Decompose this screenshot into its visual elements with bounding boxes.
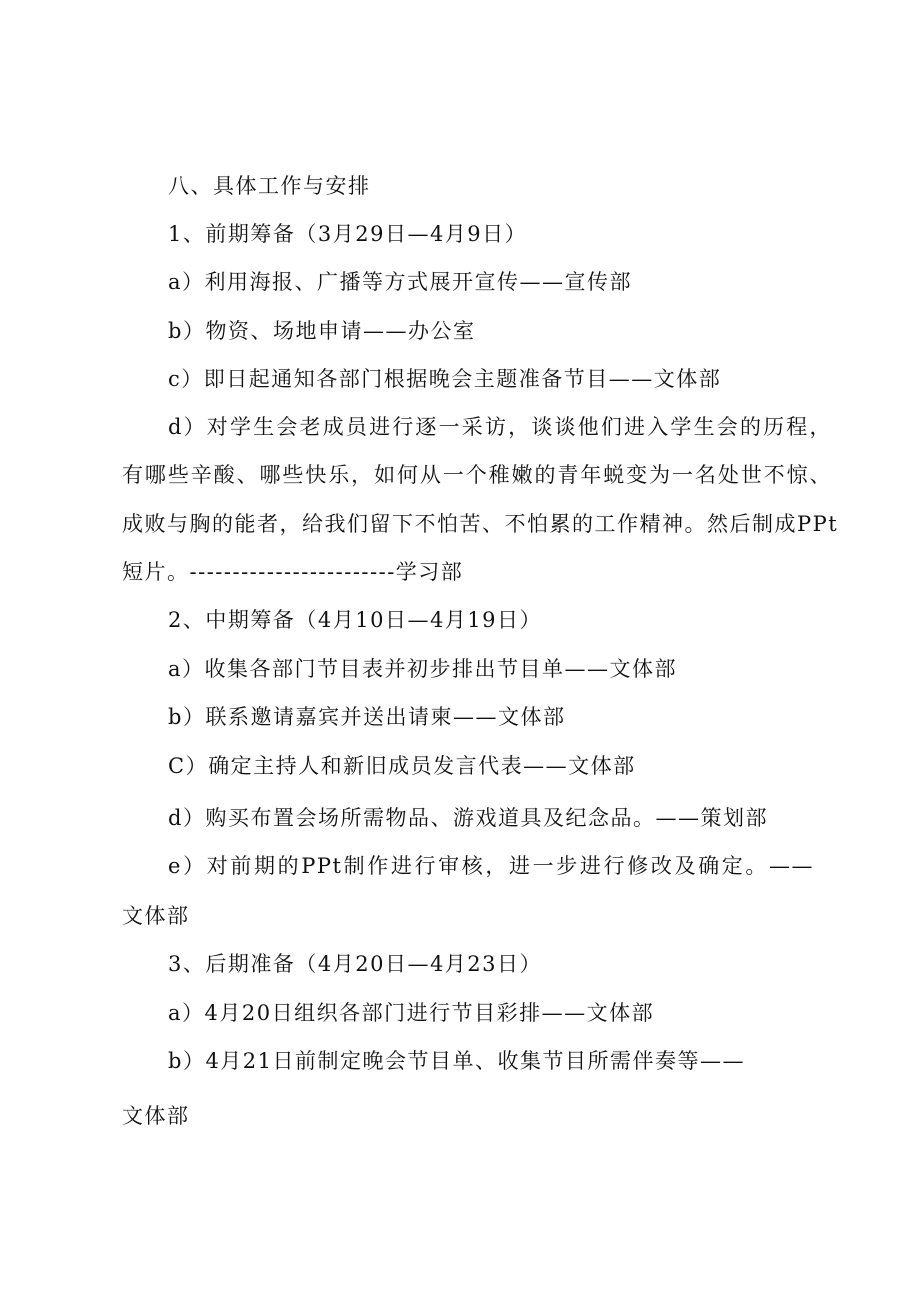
phase2-heading: 2、中期筹备（4月10日—4月19日）: [168, 608, 543, 632]
phase1-item-d-line3: 成败与胸的能者，给我们留下不怕苦、不怕累的工作精神。然后制成PPt: [122, 512, 839, 536]
phase1-item-d-line4: 短片。------------------------学习部: [122, 560, 464, 584]
phase1-item-d-line1: d）对学生会老成员进行逐一采访，谈谈他们进入学生会的历程，: [168, 415, 832, 439]
phase3-item-b-line2: 文体部: [122, 1104, 190, 1128]
phase3-item-b-line1: b）4月21日前制定晚会节目单、收集节目所需伴奏等——: [168, 1049, 746, 1073]
phase1-item-b: b）物资、场地申请——办公室: [168, 319, 476, 343]
phase3-item-a: a）4月20日组织各部门进行节目彩排——文体部: [168, 1001, 655, 1025]
phase1-item-d-line2: 有哪些辛酸、哪些快乐，如何从一个稚嫩的青年蜕变为一名处世不惊、: [122, 463, 832, 487]
phase2-item-d: d）购买布置会场所需物品、游戏道具及纪念品。——策划部: [168, 806, 768, 830]
phase2-item-c: C）确定主持人和新旧成员发言代表——文体部: [168, 754, 636, 778]
phase1-heading: 1、前期筹备（3月29日—4月9日）: [168, 222, 528, 246]
phase2-item-b: b）联系邀请嘉宾并送出请柬——文体部: [168, 705, 566, 729]
phase1-item-c: c）即日起通知各部门根据晚会主题准备节目——文体部: [168, 367, 722, 391]
phase2-item-e-line2: 文体部: [122, 904, 190, 928]
phase2-item-e-line1: e）对前期的PPt制作进行审核，进一步进行修改及确定。——: [168, 854, 814, 878]
phase3-heading: 3、后期准备（4月20日—4月23日）: [168, 952, 543, 976]
section-heading: 八、具体工作与安排: [168, 174, 371, 198]
phase2-item-a: a）收集各部门节目表并初步排出节目单——文体部: [168, 657, 678, 681]
phase1-item-a: a）利用海报、广播等方式展开宣传——宣传部: [168, 270, 633, 294]
